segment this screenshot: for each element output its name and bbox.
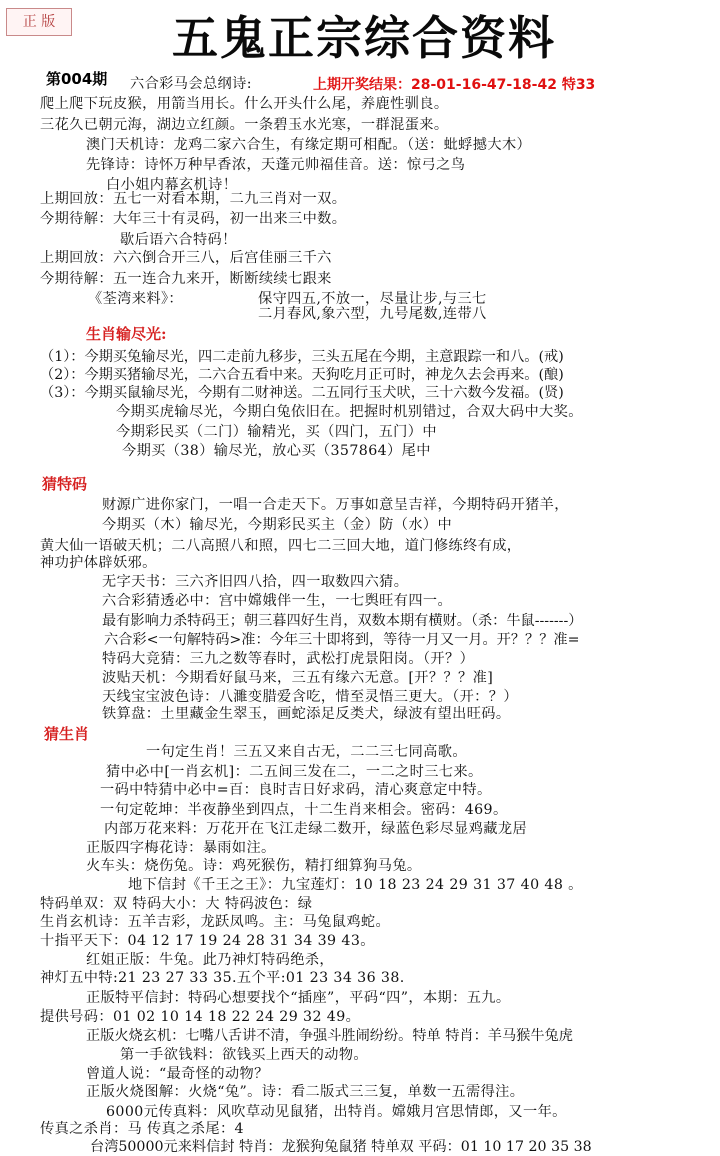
text-line: 今期待解：大年三十有灵码，初一出来三中数。 [40,211,347,227]
text-line: 正版四字梅花诗：暴雨如注。 [86,840,276,856]
page-title: 五鬼正宗综合资料 [172,11,556,65]
text-line: 六合彩马会总纲诗: [130,76,252,92]
text-line: （3）：今期买鼠输尽光，今期有二财神送。二五同行玉犬吠，三十六数今发福。(贤) [40,385,564,401]
text-line: 6000元传真料：风吹草动见鼠猪，出特肖。嫦娥月宫思情郎，又一年。 [106,1104,567,1120]
text-line: 六合彩<一句解特码>准：今年三十即将到，等待一月又一月。开？？？准= [104,632,580,648]
text-line: 波贴天机：今期看好鼠马来，三五有缘六无意。[开？？？准] [102,670,494,686]
text-line: 三花久已朝元海，湖边立红颜。一条碧玉水光寒，一群混蛋来。 [40,117,449,133]
text-line: 天线宝宝波色诗：八濉变腊爱含吃，惜至灵悟三更大。（开：？） [102,689,518,705]
text-line: 二月春风,象六型，九号尾数,连带八 [258,306,487,322]
text-line: 正版特平信封：特码心想要找个“插座”，平码“四”，本期：五九。 [86,990,511,1006]
text-line: 曾道人说：“最奇怪的动物？ [86,1066,269,1082]
text-line: 第一手欲钱料：欲钱买上西天的动物。 [120,1047,368,1063]
text-line: 正版火烧图解：火烧“兔”。诗：看二版式三三复，单数一五需得注。 [86,1084,525,1100]
text-line: 《荃湾来料》： [88,291,184,307]
text-line: 六合彩猜透必中：宫中嫦娥伴一生，一七舆旺有四一。 [102,593,453,609]
text-line: 传真之杀肖：马 传真之杀尾：4 [40,1121,244,1137]
text-line: 财源广进你家门，一唱一合走天下。万事如意呈吉祥，今期特码开猪羊， [102,497,569,513]
text-line: 正版火烧玄机：七嘴八舌讲不清，争强斗胜闹纷纷。特单 特肖：羊马猴牛兔虎 [86,1028,573,1044]
section-heading: 猜特码 [42,475,88,493]
text-line: 上期回放：五七一对看本期，二九三肖对一双。 [40,191,347,207]
text-line: 今期买（木）输尽光，今期彩民买主（金）防（水）中 [102,517,453,533]
text-line: 特码单双：双 特码大小：大 特码波色：绿 [40,896,313,912]
text-line: 一句定生肖！三五又来自古无，二二三七同高歌。 [146,744,467,760]
text-line: 歇后语六合特码！ [120,232,237,248]
text-line: 神灯五中特:21 23 27 33 35.五个平:01 23 34 36 38. [40,970,405,986]
text-line: （2）：今期买猪输尽光，二六合五看中来。天狗吃月正可时，神龙久去会再来。(酿) [40,367,564,383]
text-line: 猜中必中[一肖玄机]：二五间三发在二，一二之时三七来。 [106,764,483,780]
text-line: 上期回放：六六倒合开三八，后宫佳丽三千六 [40,250,332,266]
text-line: 无字天书：三六齐旧四八拾，四一取数四六猜。 [102,574,409,590]
text-line: 爬上爬下玩皮猴，用箭当用长。什么开头什么尾，养鹿性驯良。 [40,96,449,112]
text-line: 一句定乾坤：半夜静坐到四点，十二生肖来相会。密码：469。 [100,802,508,818]
text-line: 最有影响力杀特码王；朝三暮四好生肖，双数本期有横财。（杀：牛鼠-------） [102,613,583,629]
text-line: 十指平天下：04 12 17 19 24 28 31 34 39 43。 [40,933,375,949]
text-line: 提供号码：01 02 10 14 18 22 24 29 32 49。 [40,1009,361,1025]
text-line: 特码大竞猜：三九之数等春时，武松打虎景阳岗。（开？） [102,651,475,667]
text-line: 台湾50000元来料信封 特肖：龙猴狗兔鼠猪 特单双 平码：01 10 17 20 35 38 [90,1139,592,1155]
text-line: 铁算盘：土里藏金生翠玉，画蛇添足反类犬，绿波有望出旺码。 [102,706,511,722]
text-line: 地下信封《千王之王》：九宝莲灯：10 18 23 24 29 31 37 40 48 。 [128,877,583,893]
section-heading: 猜生肖 [44,725,90,743]
text-line: 红姐正版：牛兔。此乃神灯特码绝杀， [86,952,334,968]
text-line: 先锋诗：诗怀万种早香浓，天蓬元帅福佳音。送：惊弓之鸟 [86,157,466,173]
last-draw-result: 上期开奖结果：28-01-16-47-18-42 特33 [313,77,596,93]
text-line: 内部万花来料：万花开在飞江走绿二数开，绿蓝色彩尽显鸡藏龙居 [104,821,528,837]
text-line: 神功护体辟妖邪。 [40,555,157,571]
text-line: 保守四五,不放一，尽量让步,与三七 [258,291,487,307]
genuine-badge: 正 版 [6,8,72,36]
text-line: 黄大仙一语破天机；二八高照八和照，四七二三回大地，道门修练终有成， [40,538,522,554]
text-line: 火车头：烧伤兔。诗：鸡死猴伤，精打细算狗马兔。 [86,858,422,874]
text-line: 白小姐内幕玄机诗！ [106,177,238,193]
text-line: 生肖玄机诗：五羊吉彩，龙跃凤鸣。主：马兔鼠鸡蛇。 [40,914,391,930]
text-line: 今期买虎输尽光，今期白兔依旧在。把握时机别错过，合双大码中大奖。 [116,404,583,420]
text-line: 今期买（38）输尽光，放心买（357864）尾中 [122,443,431,459]
text-line: （1）：今期买兔输尽光，四二走前九移步，三头五尾在今期，主意跟踪一和八。(戒) [40,349,564,365]
section-heading: 生肖输尽光: [86,325,167,343]
text-line: 一码中特猜中必中=百：良时吉日好求码，清心爽意定中特。 [100,782,492,798]
text-line: 今期彩民买（二门）输精光，买（四门，五门）中 [116,424,437,440]
issue-number: 第004期 [46,70,108,88]
text-line: 今期待解：五一连合九来开，断断续续七跟来 [40,271,332,287]
text-line: 澳门天机诗：龙鸡二家六合生，有缘定期可相配。（送：蚍蜉撼大木） [86,137,532,153]
